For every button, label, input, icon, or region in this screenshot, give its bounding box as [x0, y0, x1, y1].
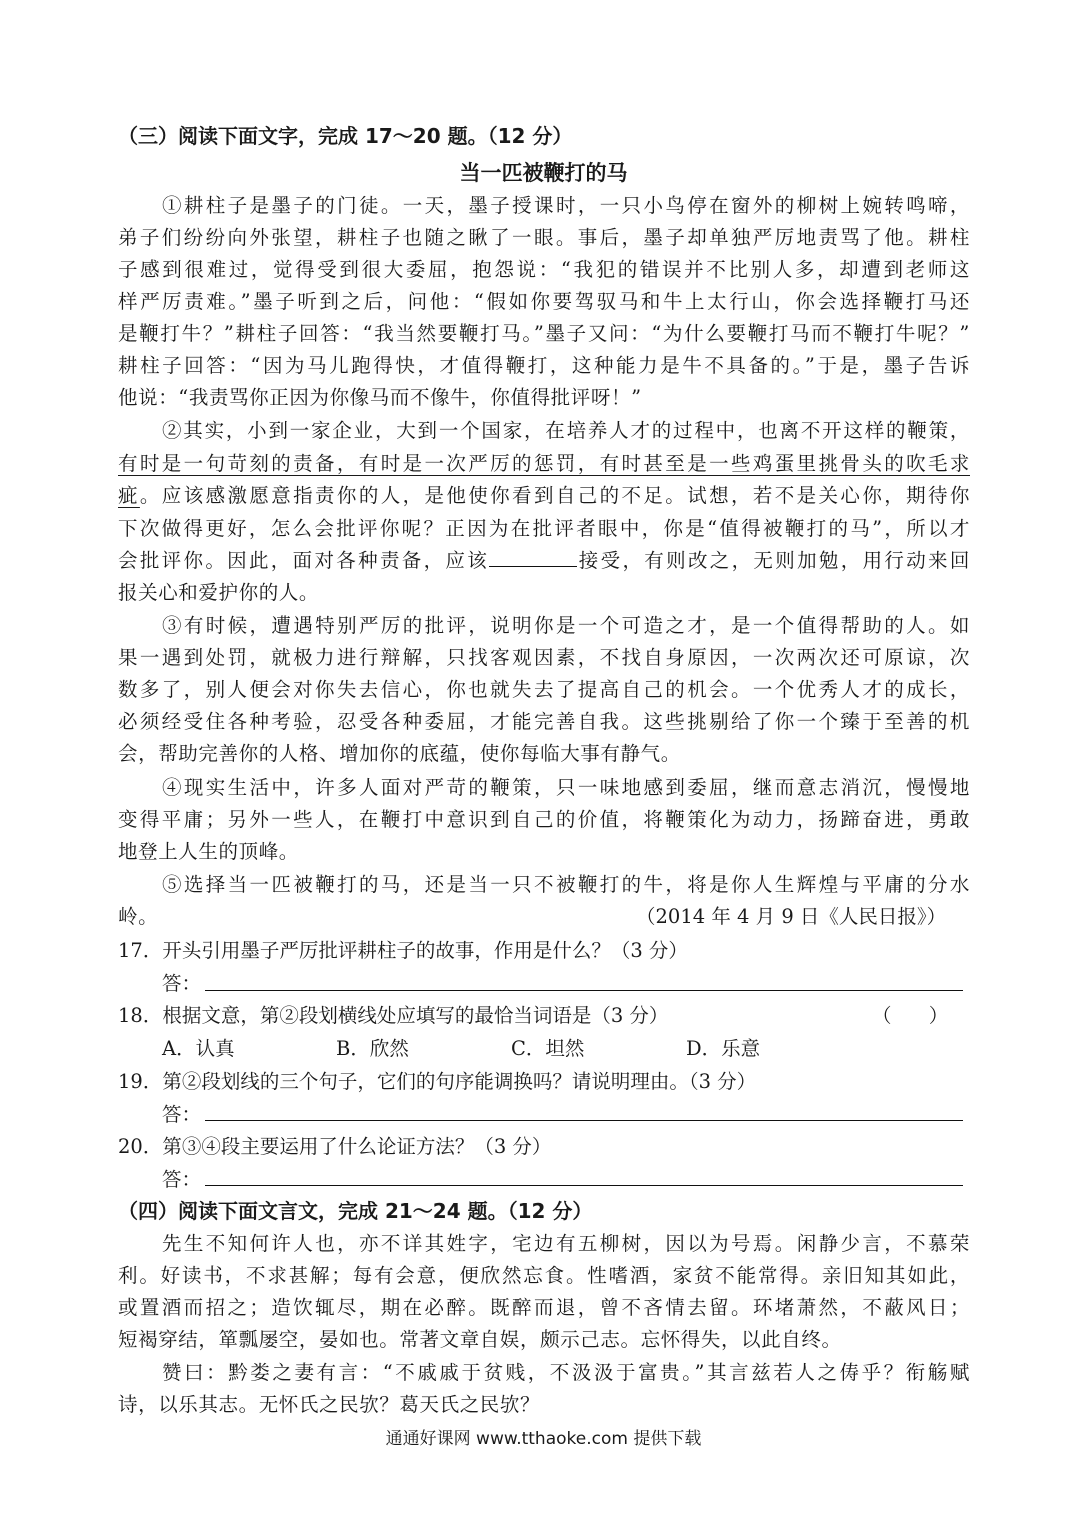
- paragraph-2-line-4: 下次做得更好，怎么会批评你呢？正因为在批评者眼中，你是“值得被鞭打的马”，所以才: [118, 517, 970, 540]
- paragraph-2-line-1: ②其实，小到一家企业，大到一个国家，在培养人才的过程中，也离不开这样的鞭策，: [162, 419, 970, 442]
- classical-text-line-3: 或置酒而招之；造饮辄尽，期在必醉。既醉而退，曾不吝情去留。环堵萧然，不蔽风日；: [118, 1296, 970, 1319]
- paragraph-2-line-5: [118, 545, 970, 573]
- classical-text-line-1: 先生不知何许人也，亦不详其姓字，宅边有五柳树，因以为号焉。闲静少言，不慕荣: [162, 1232, 970, 1255]
- answer-label-17: 答：: [162, 972, 202, 995]
- underlined-sentences: 有时是一句苛刻的责备，有时是一次严厉的惩罚，有时甚至是一些鸡蛋里挑骨头的吹毛求: [118, 452, 970, 475]
- paragraph-3-line-1: ③有时候，遭遇特别严厉的批评，说明你是一个可造之才，是一个值得帮助的人。如: [162, 614, 970, 637]
- question-20: 20．第③④段主要运用了什么论证方法？（3 分）: [118, 1135, 552, 1158]
- option-d: D．乐意: [686, 1037, 761, 1060]
- answer-line-17[interactable]: [205, 990, 963, 991]
- article-source: （2014 年 4 月 9 日《人民日报》）: [636, 905, 947, 928]
- classical-text-line-5: 赞曰：黔娄之妻有言：“不戚戚于贫贱，不汲汲于富贵。”其言兹若人之俦乎？衔觞赋: [162, 1361, 970, 1384]
- paragraph-1-line-2: 弟子们纷纷向外张望，耕柱子也随之瞅了一眼。事后，墨子却单独严厉地责骂了他。耕柱: [118, 226, 970, 249]
- paragraph-2-line-6: 报关心和爱护你的人。: [118, 581, 320, 604]
- paragraph-1-line-1: ①耕柱子是墨子的门徒。一天，墨子授课时，一只小鸟停在窗外的柳树上婉转鸣啼，: [162, 194, 970, 217]
- option-b: B．欣然: [336, 1037, 409, 1060]
- paragraph-2-line-5-before: 会批评你。因此，面对各种责备，应该: [118, 549, 490, 572]
- paragraph-4-line-2: 变得平庸；另外一些人，在鞭打中意识到自己的价值，将鞭策化为动力，扬蹄奋进，勇敢: [118, 808, 970, 831]
- section-3-heading: （三）阅读下面文字，完成 17～20 题。（12 分）: [118, 124, 573, 148]
- paragraph-4-line-3: 地登上人生的顶峰。: [118, 840, 299, 863]
- paragraph-5-line-1: ⑤选择当一匹被鞭打的马，还是当一只不被鞭打的牛，将是你人生辉煌与平庸的分水: [162, 873, 970, 896]
- article-title: 当一匹被鞭打的马: [459, 161, 628, 185]
- question-19: 19．第②段划线的三个句子，它们的句序能调换吗？请说明理由。（3 分）: [118, 1070, 757, 1093]
- question-18: 18．根据文意，第②段划横线处应填写的最恰当词语是（3 分）: [118, 1004, 669, 1027]
- page-footer: 通通好课网 www.tthaoke.com 提供下载: [385, 1429, 702, 1449]
- answer-label-20: 答：: [162, 1168, 202, 1191]
- paragraph-1-line-5: 是鞭打牛？”耕柱子回答：“我当然要鞭打马。”墨子又问：“为什么要鞭打马而不鞭打牛呢？”: [118, 322, 970, 345]
- paragraph-3-line-3: 数多了，别人便会对你失去信心，你也就失去了提高自己的机会。一个优秀人才的成长，: [118, 678, 970, 701]
- classical-text-line-6: 诗，以乐其志。无怀氏之民欤？葛天氏之民欤？: [118, 1393, 541, 1416]
- paragraph-2-line-3-text: 。应该感激愿意指责你的人，是他使你看到自己的不足。试想，若不是关心你，期待你: [139, 484, 970, 507]
- paragraph-3-line-4: 必须经受住各种考验，忍受各种委屈，才能完善自我。这些挑剔给了你一个臻于至善的机: [118, 710, 970, 733]
- paragraph-1-line-6: 耕柱子回答：“因为马儿跑得快，才值得鞭打，这种能力是牛不具备的。”于是，墨子告诉: [118, 354, 970, 377]
- underlined-sentences-end: 疵: [118, 484, 140, 507]
- option-c: C．坦然: [511, 1037, 585, 1060]
- paragraph-3-line-5: 会，帮助完善你的人格、增加你的底蕴，使你每临大事有静气。: [118, 742, 681, 765]
- question-17: 17．开头引用墨子严厉批评耕柱子的故事，作用是什么？（3 分）: [118, 939, 688, 962]
- option-a: A．认真: [162, 1037, 235, 1060]
- answer-label-19: 答：: [162, 1103, 202, 1126]
- paragraph-2-line-3: [118, 480, 970, 508]
- paragraph-3-line-2: 果一遇到处罚，就极力进行辩解，只找客观因素，不找自身原因，一次两次还可原谅，次: [118, 646, 970, 669]
- paragraph-2-line-5-after: 接受，有则改之，无则加勉，用行动来回: [577, 549, 970, 572]
- section-4-heading: （四）阅读下面文言文，完成 21～24 题。（12 分）: [118, 1199, 593, 1223]
- paragraph-5-line-2: 岭。: [118, 905, 159, 928]
- paragraph-1-line-7: 他说：“我责骂你正因为你像马而不像牛，你值得批评呀！”: [118, 386, 642, 409]
- paragraph-4-line-1: ④现实生活中，许多人面对严苛的鞭策，只一味地感到委屈，继而意志消沉，慢慢地: [162, 776, 970, 799]
- answer-line-19[interactable]: [205, 1120, 963, 1121]
- fill-in-blank[interactable]: [489, 548, 577, 567]
- paragraph-1-line-4: 样严厉责难。”墨子听到之后，问他：“假如你要驾驭马和牛上太行山，你会选择鞭打马还: [118, 290, 970, 313]
- answer-line-20[interactable]: [205, 1185, 963, 1186]
- paragraph-2-line-2: [118, 448, 970, 476]
- classical-text-line-2: 利。好读书，不求甚解；每有会意，便欣然忘食。性嗜酒，家贫不能常得。亲旧知其如此，: [118, 1264, 970, 1287]
- paragraph-1-line-3: 子感到很难过，觉得受到很大委屈，抱怨说：“我犯的错误并不比别人多，却遭到老师这: [118, 258, 970, 281]
- classical-text-line-4: 短褐穿结，箪瓢屡空，晏如也。常著文章自娱，颇示己志。忘怀得失，以此自终。: [118, 1328, 842, 1351]
- answer-bracket-18[interactable]: （ ）: [872, 1004, 949, 1027]
